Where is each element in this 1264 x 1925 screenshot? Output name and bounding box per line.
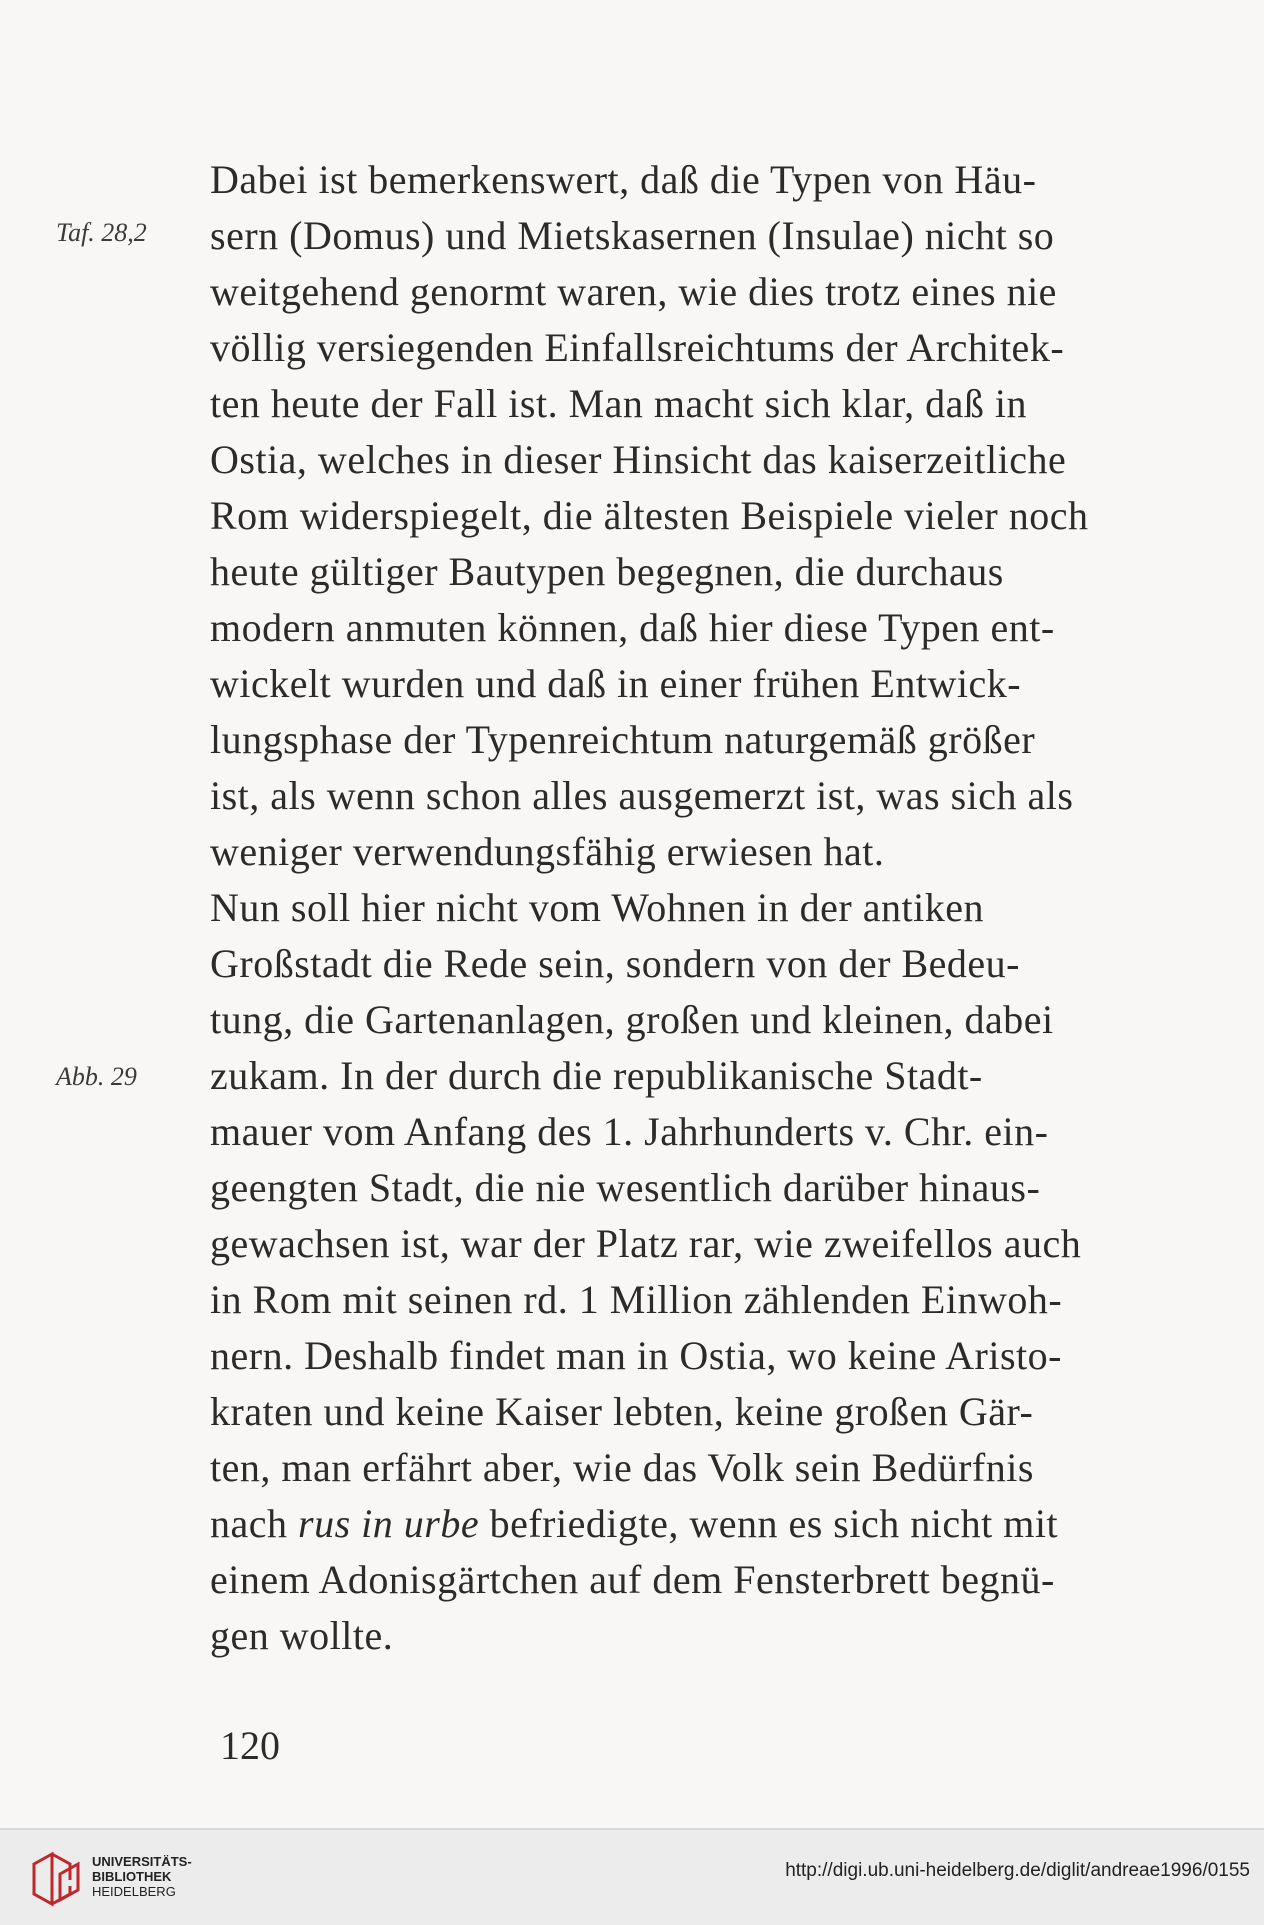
text-line: einem Adonisgärtchen auf dem Fensterbrett begnü- [210,1557,1055,1602]
text-line: Dabei ist bemerkenswert, daß die Typen von Häu- [210,157,1037,202]
text-line: gen wollte. [210,1613,394,1658]
footer-bar [0,1828,1264,1925]
library-name [92,1854,192,1899]
text-line: in Rom mit seinen rd. 1 Million zählenden Einwoh- [210,1277,1063,1322]
text-line: zukam. In der durch die republikanische Stadt- [210,1053,983,1098]
text-line-with-italic [210,1496,1140,1552]
text-line: lungsphase der Typenreichtum naturgemäß größer [210,717,1036,762]
text-line: ten, man erfährt aber, wie das Volk sein Bedürfnis [210,1445,1034,1490]
text-line: ten heute der Fall ist. Man macht sich klar, daß in [210,381,1028,426]
text-segment: nach [210,1501,299,1546]
text-line: ist, als wenn schon alles ausgemerzt ist, was sich als [210,773,1074,818]
text-line: kraten und keine Kaiser lebten, keine großen Gär- [210,1389,1034,1434]
text-line: weitgehend genormt waren, wie dies trotz eines nie [210,269,1057,314]
text-segment: befriedigte, wenn es sich nicht mit [479,1501,1059,1546]
text-line: Großstadt die Rede sein, sondern von der Bedeu- [210,941,1020,986]
library-name-line3: HEIDELBERG [92,1884,176,1899]
page-number: 120 [220,1723,280,1768]
italic-phrase: rus in urbe [298,1501,480,1546]
text-line: Nun soll hier nicht vom Wohnen in der antiken [210,885,984,930]
library-name-line2: BIBLIOTHEK [92,1869,172,1884]
text-line: modern anmuten können, daß hier diese Typen ent- [210,605,1055,650]
text-line: gewachsen ist, war der Platz rar, wie zweifellos auch [210,1221,1082,1266]
marginal-note-abb: Abb. 29 [56,1062,137,1091]
text-line: mauer vom Anfang des 1. Jahrhunderts v. Chr. ein- [210,1109,1049,1154]
text-line: heute gültiger Bautypen begegnen, die durchaus [210,549,1004,594]
text-line: geengten Stadt, die nie wesentlich darüber hinaus- [210,1165,1041,1210]
text-line: Ostia, welches in dieser Hinsicht das kaiserzeitliche [210,437,1067,482]
text-line: wickelt wurden und daß in einer frühen Entwick- [210,661,1022,706]
library-logo-icon [30,1850,82,1908]
text-line: völlig versiegenden Einfallsreichtums der Architek- [210,325,1065,370]
text-line: nern. Deshalb findet man in Ostia, wo keine Aristo- [210,1333,1062,1378]
source-url-link[interactable]: http://digi.ub.uni-heidelberg.de/diglit/andreae1996/0155 [785,1860,1250,1881]
marginal-note-taf: Taf. 28,2 [56,218,147,247]
text-line: weniger verwendungsfähig erwiesen hat. [210,829,885,874]
library-name-line1: UNIVERSITÄTS- [92,1854,192,1869]
text-line: sern (Domus) und Mietskasernen (Insulae) nicht so [210,213,1055,258]
text-line: Rom widerspiegelt, die ältesten Beispiele vieler noch [210,493,1089,538]
text-line: tung, die Gartenanlagen, großen und kleinen, dabei [210,997,1054,1042]
